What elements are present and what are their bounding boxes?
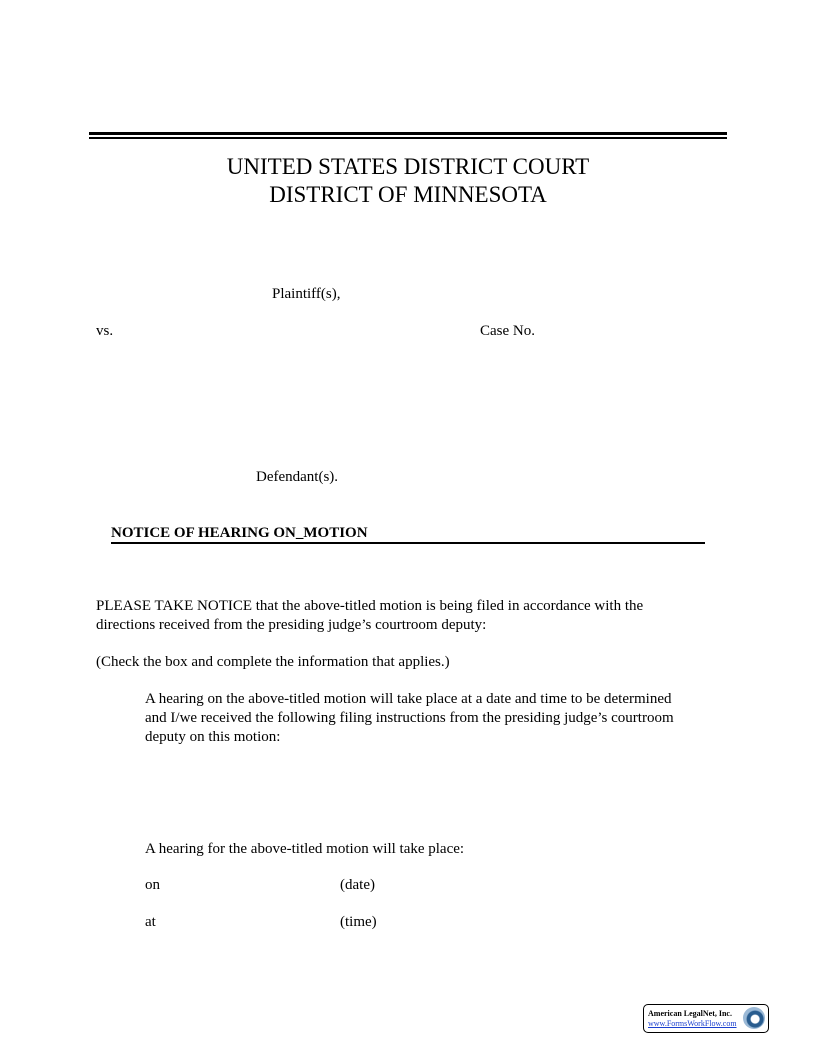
district-name: DISTRICT OF MINNESOTA [269, 182, 547, 207]
option1-line3: deputy on this motion: [145, 729, 281, 745]
header-rule-top [89, 132, 727, 135]
plaintiff-label: Plaintiff(s), [272, 286, 341, 302]
date-label: (date) [340, 877, 375, 893]
option1-line2: and I/we received the following filing instructions from the presiding judge’s courtroom [145, 710, 674, 726]
header-rule-bottom [89, 137, 727, 139]
notice-paragraph-line2: directions received from the presiding judge’s courtroom deputy: [96, 617, 487, 633]
vs-label: vs. [96, 323, 114, 339]
notice-paragraph-line1: PLEASE TAKE NOTICE that the above-titled motion is being filed in accordance with the [96, 598, 644, 614]
on-label: on [145, 877, 160, 893]
instruction-text: (Check the box and complete the information that applies.) [96, 654, 450, 670]
case-number-label: Case No. [480, 323, 535, 339]
option1-line1: A hearing on the above-titled motion will take place at a date and time to be determined [145, 691, 672, 707]
legalnet-logo [643, 1004, 769, 1033]
court-name: UNITED STATES DISTRICT COURT [226, 154, 590, 179]
defendant-label: Defendant(s). [256, 469, 339, 485]
option2-text: A hearing for the above-titled motion will take place: [145, 841, 465, 857]
time-label: (time) [340, 914, 377, 930]
logo-company: American LegalNet, Inc. [648, 1009, 732, 1018]
at-label: at [145, 914, 156, 930]
logo-url-link[interactable]: www.FormsWorkFlow.com [648, 1019, 737, 1028]
globe-icon [743, 1007, 765, 1029]
notice-title: NOTICE OF HEARING ON_MOTION [111, 525, 705, 544]
